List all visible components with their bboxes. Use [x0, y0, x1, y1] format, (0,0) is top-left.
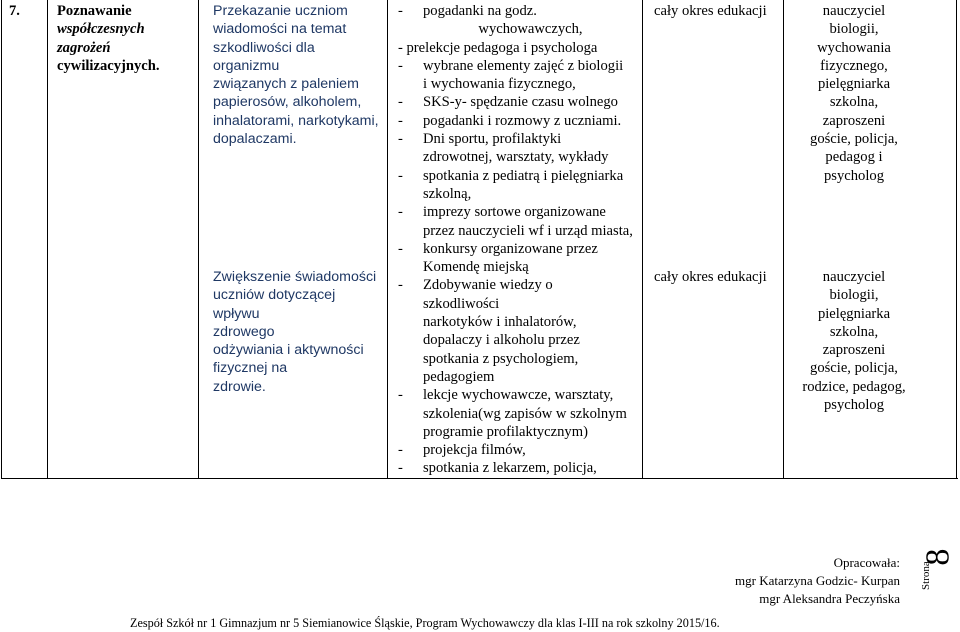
text-line: fizycznego,	[820, 57, 888, 74]
topic-cell	[57, 2, 183, 75]
text-line: wiadomości na temat	[213, 21, 347, 38]
bullet-dash: -	[398, 112, 403, 129]
activity-line: pedagogiem	[423, 368, 495, 385]
bullet-dash: -	[398, 167, 403, 184]
page-number: 8	[919, 548, 957, 566]
bullet-dash: -	[398, 387, 403, 404]
activity-line: dopalaczy i alkoholu przez	[423, 332, 580, 349]
text-line: fizycznej na	[213, 360, 288, 377]
text-line: nauczyciel	[822, 3, 886, 19]
activity-line: szkodliwości	[423, 295, 500, 312]
text-line: związanych z paleniem	[213, 76, 359, 93]
text-line: szkolna,	[829, 323, 879, 340]
text-line: pielęgniarka	[817, 76, 891, 93]
activity-item	[398, 167, 638, 204]
table-border-right	[956, 0, 957, 479]
timeframe-1: cały okres edukacji	[654, 3, 767, 19]
activity-line: programie profilaktycznym)	[423, 423, 588, 440]
activity-line: imprezy sortowe organizowane	[423, 204, 606, 221]
text-line: Przekazanie uczniom	[213, 3, 348, 19]
activity-line: Zdobywanie wiedzy o	[423, 277, 553, 294]
text-line: rodzice, pedagog,	[802, 378, 906, 395]
activity-line: zdrowotnej, warsztaty, wykłady	[423, 149, 609, 166]
text-line: nauczyciel	[822, 269, 886, 285]
column-divider	[387, 0, 388, 479]
text-line: biologii,	[829, 21, 879, 38]
text-line: inhalatorami, narkotykami,	[213, 112, 379, 129]
column-divider	[642, 0, 643, 479]
text-line: goście, policja,	[810, 131, 898, 148]
activities	[398, 2, 638, 478]
activity-item	[398, 20, 638, 38]
activity-item	[398, 112, 638, 130]
activity-item	[398, 276, 638, 386]
bullet-dash: -	[398, 57, 403, 74]
activity-line: projekcja filmów,	[423, 442, 526, 459]
activity-line: Komendę miejską	[423, 259, 529, 276]
text-line: zaproszeni	[822, 112, 886, 129]
activity-line: wychowawczych,	[478, 21, 583, 38]
text-line: pielęgniarka	[817, 305, 891, 322]
activity-line: przez nauczycieli wf i urząd miasta,	[423, 222, 633, 239]
activity-item	[398, 130, 638, 167]
bullet-dash: -	[398, 3, 403, 19]
text-line: papierosów, alkoholem,	[213, 94, 362, 111]
text-line: zdrowie.	[213, 378, 266, 395]
timeframe-2: cały okres edukacji	[654, 269, 767, 285]
bullet-dash: -	[398, 277, 403, 294]
page-label: Strona	[920, 561, 932, 590]
table-border-bottom	[2, 478, 958, 479]
row-number: 7.	[9, 3, 20, 19]
text-line: zdrowego	[213, 323, 275, 340]
activity-line: spotkania z lekarzem, policja,	[423, 460, 597, 477]
bullet-dash: -	[398, 442, 403, 459]
activity-item	[398, 93, 638, 111]
column-divider	[198, 0, 199, 479]
activity-item	[398, 386, 638, 441]
activity-line: narkotyków i inhalatorów,	[423, 314, 577, 331]
activity-item	[398, 459, 638, 477]
responsible-1	[794, 2, 914, 185]
bullet-dash: -	[398, 131, 403, 148]
activity-line: wybrane elementy zajęć z biologii	[423, 57, 624, 74]
topic-line: cywilizacyjnych.	[57, 57, 160, 74]
activity-item	[398, 203, 638, 240]
activity-line: pogadanki na godz.	[423, 3, 537, 19]
activity-item	[398, 2, 638, 20]
text-line: goście, policja,	[810, 360, 898, 377]
topic-line: zagrożeń	[57, 39, 111, 56]
table	[1, 0, 957, 479]
bullet-dash: -	[398, 240, 403, 257]
text-line: szkodliwości dla organizmu	[213, 39, 315, 74]
signature-name: mgr Katarzyna Godzic- Kurpan	[735, 573, 900, 588]
activity-line: spotkania z psychologiem,	[423, 350, 579, 367]
topic-line: Poznawanie	[57, 3, 132, 19]
text-line: pedagog i	[825, 149, 883, 166]
activity-line: SKS-y- spędzanie czasu wolnego	[423, 94, 618, 111]
signature-block	[735, 554, 900, 608]
text-line: zaproszeni	[822, 342, 886, 359]
activity-item	[398, 39, 638, 57]
text-line: odżywiania i aktywności	[213, 342, 364, 359]
text-line: wychowania	[817, 39, 891, 56]
activity-item	[398, 441, 638, 459]
text-line: psycholog	[824, 397, 884, 414]
text-line: uczniów dotyczącej wpływu	[213, 287, 336, 322]
signature-label: Opracowała:	[833, 555, 900, 570]
bullet-dash: -	[398, 204, 403, 221]
activity-line: Dni sportu, profilaktyki	[423, 131, 562, 148]
bullet-dash: -	[398, 460, 403, 477]
column-divider	[47, 0, 48, 479]
activity-line: lekcje wychowawcze, warsztaty,	[423, 387, 614, 404]
responsible-2	[794, 268, 914, 414]
activity-line: spotkania z pediatrą i pielęgniarka	[423, 167, 624, 184]
page-footer: Zespół Szkół nr 1 Gimnazjum nr 5 Siemianowice Śląskie, Program Wychowawczy dla klas I-III na rok szkolny 2015/16.	[130, 616, 720, 630]
text-line: psycholog	[824, 167, 884, 184]
activity-line: szkolną,	[423, 185, 472, 202]
activity-line: pogadanki i rozmowy z uczniami.	[423, 112, 622, 129]
text-line: biologii,	[829, 287, 879, 304]
activity-item	[398, 240, 638, 277]
activity-line: - prelekcje pedagoga i psychologa	[398, 39, 598, 56]
activity-line: szkolenia(wg zapisów w szkolnym	[423, 405, 627, 422]
text-line: Zwiększenie świadomości	[213, 269, 377, 285]
text-line: szkolna,	[829, 94, 879, 111]
table-border-left	[1, 0, 2, 479]
activity-line: konkursy organizowane przez	[423, 240, 598, 257]
bullet-dash: -	[398, 94, 403, 111]
signature-name: mgr Aleksandra Peczyńska	[759, 591, 900, 606]
activity-item	[398, 57, 638, 94]
goal-2	[213, 268, 379, 396]
column-divider	[783, 0, 784, 479]
text-line: dopalaczami.	[213, 131, 297, 148]
activity-line: i wychowania fizycznego,	[423, 76, 576, 93]
goal-1	[213, 2, 379, 148]
topic-line: współczesnych	[57, 21, 145, 38]
